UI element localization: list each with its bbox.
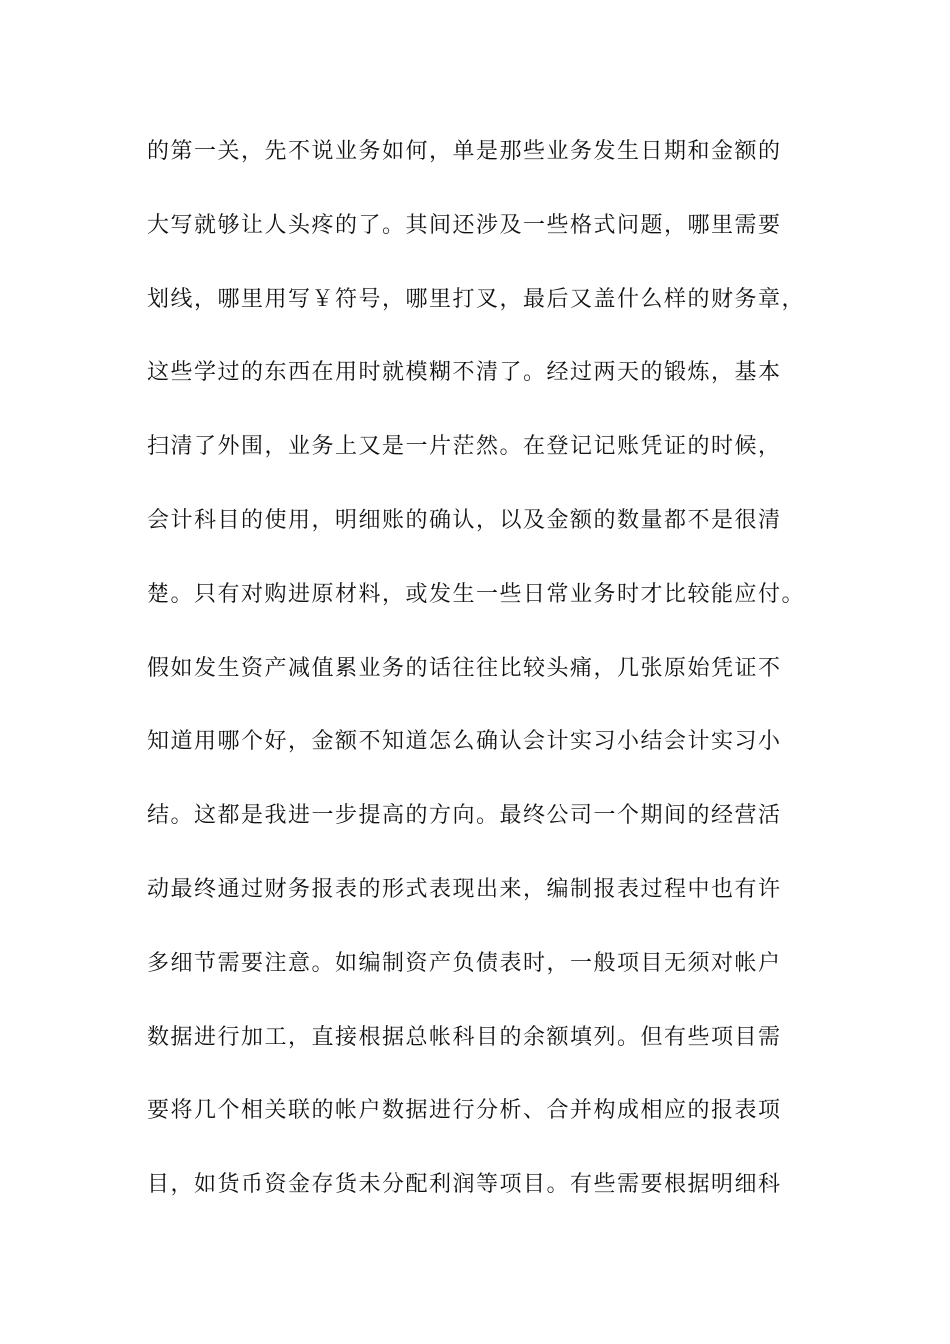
body-text [147,130,807,1237]
text-line-15: 目，如货币资金存货未分配利润等项目。有些需要根据明细科 [147,1172,782,1198]
text-line-13: 数据进行加工，直接根据总帐科目的余额填列。但有些项目需 [147,1024,782,1050]
text-line-10: 结。这都是我进一步提高的方向。最终公司一个期间的经营活 [147,803,782,829]
text-line-12: 多细节需要注意。如编制资产负债表时，一般项目无须对帐户 [147,950,782,976]
text-line-3: 划线，哪里用写￥符号，哪里打叉，最后又盖什么样的财务章， [147,286,806,312]
text-line-14: 要将几个相关联的帐户数据进行分析、合并构成相应的报表项 [147,1098,782,1124]
text-line-6: 会计科目的使用，明细账的确认，以及金额的数量都不是很清 [147,507,782,533]
text-line-11: 动最终通过财务报表的形式表现出来，编制报表过程中也有许 [147,876,782,902]
text-line-8: 假如发生资产减值累业务的话往往比较头痛，几张原始凭证不 [147,655,782,681]
text-line-9: 知道用哪个好，金额不知道怎么确认会计实习小结会计实习小 [147,729,782,755]
text-line-2: 大写就够让人头疼的了。其间还涉及一些格式问题，哪里需要 [147,212,782,238]
text-line-5: 扫清了外围，业务上又是一片茫然。在登记记账凭证的时候， [147,434,782,460]
text-line-1: 的第一关，先不说业务如何，单是那些业务发生日期和金额的 [147,139,782,164]
text-line-4: 这些学过的东西在用时就模糊不清了。经过两天的锻炼，基本 [147,360,782,386]
text-line-7: 楚。只有对购进原材料，或发生一些日常业务时才比较能应付。 [147,581,806,607]
